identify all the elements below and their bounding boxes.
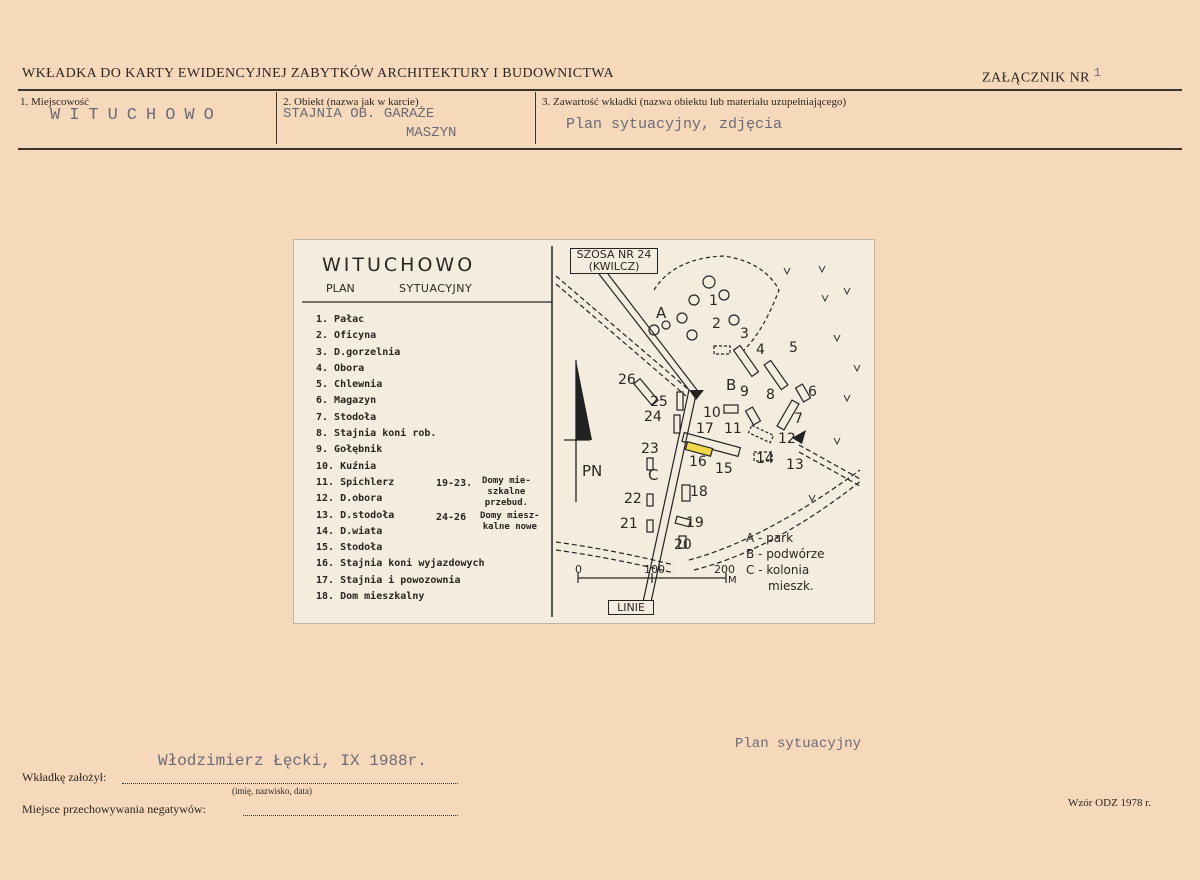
building-number: 12 [778,431,796,447]
author-label: Wkładkę założył: [22,770,107,784]
zones-key [746,530,825,594]
key-podworze: B - podwórze [746,547,825,561]
key-kolonia-2: mieszk. [768,579,814,593]
building-number: 13 [786,457,804,473]
legend-item: 11. Spichlerz [316,476,395,488]
legend-note-24-26-line2: kalne nowe [482,522,537,532]
legend-item: 17. Stajnia i powozownia [316,574,461,586]
legend-note-24-26-line1: Domy miesz- [480,511,540,521]
building-number: 9 [740,384,749,400]
field-2-value-line2[interactable]: MASZYN [406,125,457,141]
legend-item: 1. Pałac [316,314,365,325]
building-number: 21 [620,516,638,532]
map-legend [316,312,485,605]
building-number: 6 [808,384,817,400]
legend-item: 13. D.stodoła [316,509,395,521]
building-number: 18 [690,484,708,500]
map-subtitle-sytuacyjny: SYTUACYJNY [399,282,473,295]
building-number: 10 [703,405,721,421]
legend-note-19-23-num: 19-23. [436,478,473,489]
key-kolonia: C - kolonia [746,563,810,577]
attachment-label [982,66,1101,87]
building-number: 1 [709,293,718,309]
field-3-label: 3. Zawartość wkładki (nazwa obiektu lub materiału uzupełniającego) [542,96,847,108]
field-divider-1 [276,92,277,144]
building-number: 24 [644,409,662,425]
road-sign-top [570,248,658,274]
field-2-label: 2. Obiekt (nazwa jak w karcie) [283,96,419,108]
legend-item: 2. Oficyna [316,330,377,342]
legend-note-19-23-line1: Domy mie- [482,476,531,486]
zone-a-label: A [656,304,667,322]
zone-b-label: B [726,376,737,394]
building-number: 23 [641,441,659,457]
building-number: 15 [715,461,733,477]
key-park: A - park [746,531,794,545]
map-title: WITUCHOWO [322,254,476,276]
legend-note-19-23 [482,476,531,509]
building-number: 5 [789,340,798,356]
form-title: WKŁADKA DO KARTY EWIDENCYJNEJ ZABYTKÓW ARCHITEKTURY I BUDOWNICTWA [22,66,614,81]
fields-divider [18,148,1182,150]
site-plan-map [293,239,875,624]
building-number: 2 [712,316,721,332]
north-label: PN [582,462,603,480]
legend-item: 16. Stajnia koni wyjazdowych [316,558,485,570]
legend-item: 18. Dom mieszkalny [316,591,425,603]
zone-c-label: C [648,466,659,484]
legend-item: 15. Stodoła [316,542,383,554]
author-dotted-line [122,782,458,784]
legend-item: 4. Obora [316,362,365,374]
building-number: 8 [766,387,775,403]
footer-caption: Plan sytuacyjny [735,736,862,752]
road-top-line2: (KWILCZ) [588,260,640,273]
form-code: Wzór ODZ 1978 r. [1068,797,1152,809]
legend-note-24-26 [480,511,540,533]
legend-item: 14. D.wiata [316,525,383,537]
building-number: 20 [674,537,692,553]
legend-item: 8. Stajnia koni rob. [316,428,437,440]
map-subtitle-plan: PLAN [326,282,355,295]
negatives-label: Miejsce przechowywania negatywów: [22,802,206,816]
building-number: 4 [756,342,765,358]
scale-100: 100 [644,563,665,576]
road-top-line1: SZOSA NR 24 [576,248,652,261]
building-number: 3 [740,326,749,342]
field-1-label: 1. Miejscowość [20,96,90,108]
field-3-value[interactable]: Plan sytuacyjny, zdjęcia [566,116,783,133]
building-number: 14 [756,451,774,467]
scale-200: 200 [714,563,735,576]
building-number: 25 [650,394,668,410]
author-value[interactable]: Włodzimierz Łęcki, IX 1988r. [158,752,427,770]
legend-item: 3. D.gorzelnia [316,346,401,358]
scale-0: 0 [575,563,582,576]
building-number: 22 [624,491,642,507]
legend-item: 6. Magazyn [316,395,377,407]
attachment-label-text: ZAŁĄCZNIK NR [982,70,1090,86]
attachment-number: 1 [1093,66,1102,80]
legend-item: 9. Gołębnik [316,444,383,456]
legend-item: 10. Kuźnia [316,460,377,472]
building-number: 19 [686,515,704,531]
building-number: 7 [794,411,803,427]
building-number: 17 [696,421,714,437]
building-number: 26 [618,372,636,388]
negatives-dotted-line[interactable] [243,814,458,816]
road-sign-bottom: LINIE [608,600,654,615]
legend-note-19-23-line3: przebud. [484,498,529,508]
legend-item: 5. Chlewnia [316,379,383,391]
building-number: 16 [689,454,707,470]
legend-item: 7. Stodoła [316,411,377,423]
building-number: 11 [724,421,742,437]
legend-note-19-23-line2: szkalne [487,487,526,497]
scale-unit: M [728,575,737,586]
legend-note-24-26-num: 24-26 [436,512,467,523]
author-hint: (imię, nazwisko, data) [232,786,312,796]
legend-item: 12. D.obora [316,493,383,505]
header-divider [18,89,1182,91]
field-2-value-line1[interactable]: STAJNIA OB. GARAŻE [283,106,435,122]
field-divider-2 [535,92,536,144]
field-1-value[interactable]: WITUCHOWO [50,106,223,125]
